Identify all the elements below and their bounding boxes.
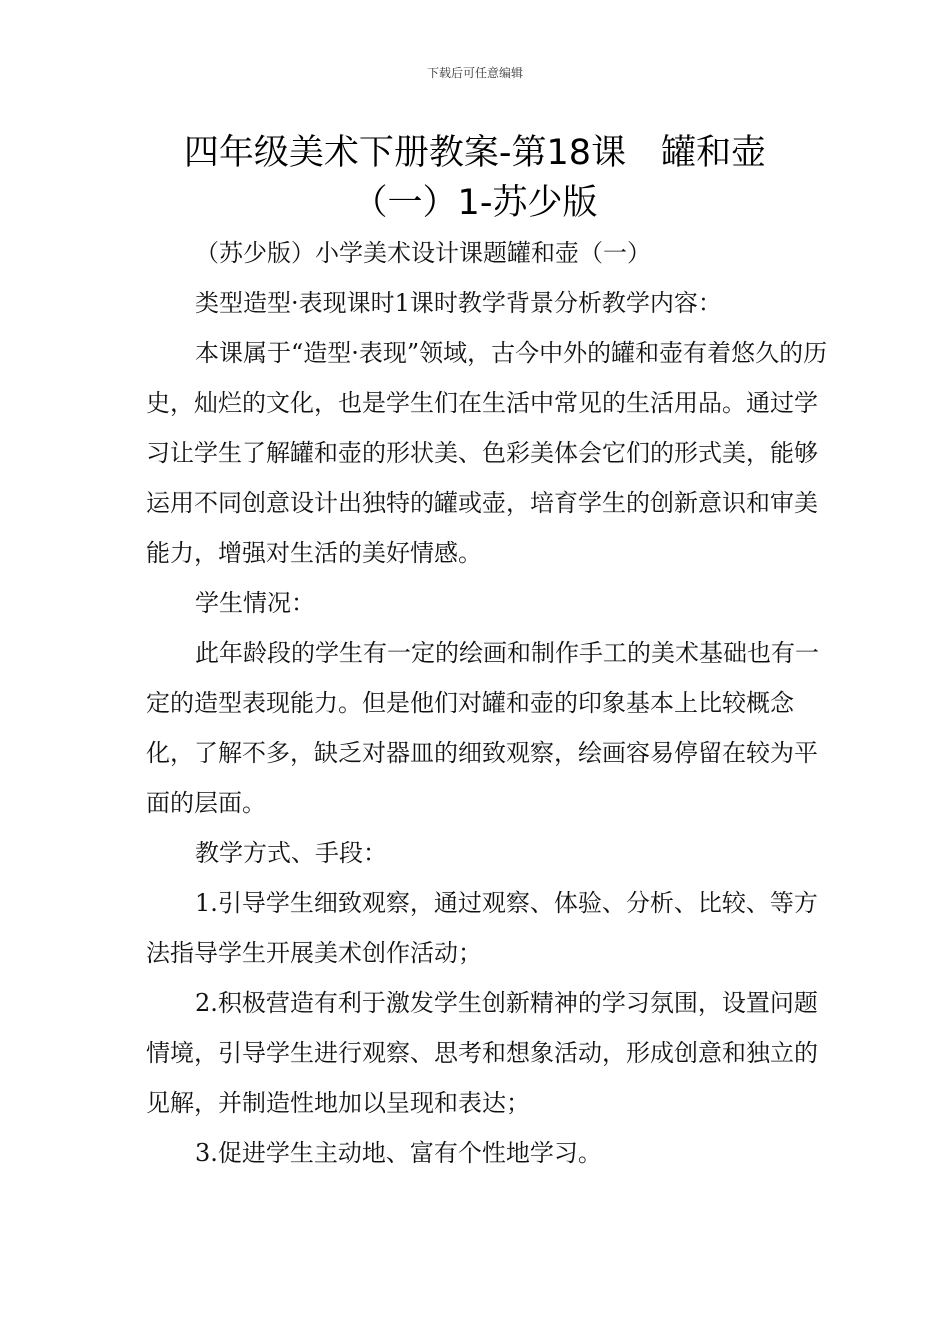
paragraph-content: 本课属于“造型·表现”领域，古今中外的罐和壶有着悠久的历史，灿烂的文化，也是学生们在生活中常见的生活用品。通过学习让学生了解罐和壶的形状美、色彩美体会它们的形式美，能够运用不同创意设计出独特的罐或壶，培育学生的创新意识和审美能力，增强对生活的美好情感。 xyxy=(146,339,828,567)
heading-teaching-methods: 教学方式、手段： xyxy=(195,839,387,867)
header-note: 下载后可任意编辑 xyxy=(426,66,523,80)
list-item-method-1: 1.引导学生细致观察，通过观察、体验、分析、比较、等方法指导学生开展美术创作活动； xyxy=(146,889,818,967)
title-line-2: （一）1-苏少版 xyxy=(352,183,598,223)
paragraph-subject: （苏少版）小学美术设计课题罐和壶（一） xyxy=(195,239,651,267)
title-line-1: 四年级美术下册教案-第18课 罐和壶 xyxy=(183,133,767,173)
document-title xyxy=(0,128,950,228)
document-body xyxy=(146,228,836,1178)
paragraph-student-situation: 此年龄段的学生有一定的绘画和制作手工的美术基础也有一定的造型表现能力。但是他们对罐和壶的印象基本上比较概念化，了解不多，缺乏对器皿的细致观察，绘画容易停留在较为平面的层面。 xyxy=(146,639,819,817)
heading-student-situation: 学生情况： xyxy=(195,589,315,617)
list-item-method-3: 3.促进学生主动地、富有个性地学习。 xyxy=(195,1139,602,1167)
list-item-method-2: 2.积极营造有利于激发学生创新精神的学习氛围，设置问题情境，引导学生进行观察、思考和想象活动，形成创意和独立的见解，并制造性地加以呈现和表达； xyxy=(146,989,818,1117)
paragraph-type: 类型造型·表现课时1课时教学背景分析教学内容： xyxy=(195,289,722,317)
